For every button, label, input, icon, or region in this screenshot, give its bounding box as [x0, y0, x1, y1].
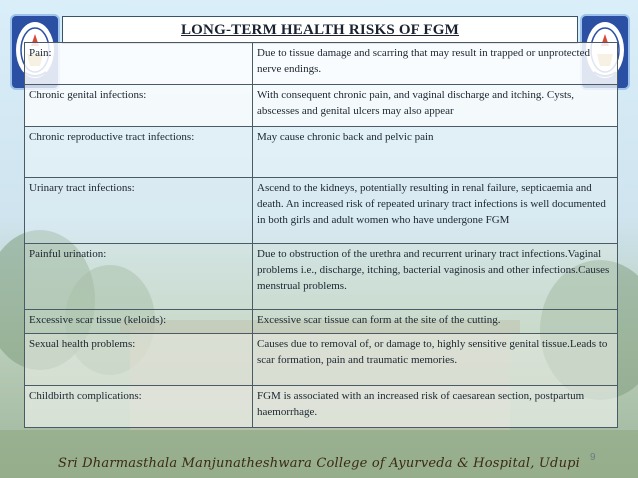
- description-cell: Due to obstruction of the urethra and recurrent urinary tract infections.Vaginal problems i.e., discharge, itching, bacterial vaginosis and other infections.Causes menstrual problems.: [253, 244, 618, 310]
- description-cell: Causes due to removal of, or damage to, highly sensitive genital tissue.Leads to scar formation, pain and traumatic memories.: [253, 334, 618, 386]
- description-cell: May cause chronic back and pelvic pain: [253, 127, 618, 178]
- condition-cell: Chronic genital infections:: [25, 85, 253, 127]
- table-row: [25, 43, 618, 85]
- page-number: 9: [590, 452, 596, 463]
- college-footer: Sri Dharmasthala Manjunatheshwara College of Ayurveda & Hospital, Udupi: [57, 456, 581, 471]
- table-row: [25, 127, 618, 178]
- condition-cell: Excessive scar tissue (keloids):: [25, 310, 253, 334]
- title-banner: [62, 16, 578, 44]
- table-row: [25, 244, 618, 310]
- slide-title: LONG-TERM HEALTH RISKS OF FGM: [180, 22, 460, 38]
- description-cell: FGM is associated with an increased risk of caesarean section, postpartum haemorrhage.: [253, 386, 618, 428]
- table-row: [25, 386, 618, 428]
- description-cell: With consequent chronic pain, and vaginal discharge and itching. Cysts, abscesses and genital ulcers may also appear: [253, 85, 618, 127]
- condition-cell: Painful urination:: [25, 244, 253, 310]
- description-cell: Due to tissue damage and scarring that may result in trapped or unprotected nerve endings.: [253, 43, 618, 85]
- condition-cell: Sexual health problems:: [25, 334, 253, 386]
- condition-cell: Urinary tract infections:: [25, 178, 253, 244]
- health-risks-table: [24, 42, 618, 428]
- table-row: [25, 178, 618, 244]
- description-cell: Excessive scar tissue can form at the site of the cutting.: [253, 310, 618, 334]
- table-row: [25, 85, 618, 127]
- description-cell: Ascend to the kidneys, potentially resulting in renal failure, septicaemia and death. An increased risk of repeated urinary tract infections is well documented in both girls and adult women who have undergone FGM: [253, 178, 618, 244]
- condition-cell: Pain:: [25, 43, 253, 85]
- condition-cell: Chronic reproductive tract infections:: [25, 127, 253, 178]
- table-row: [25, 310, 618, 334]
- condition-cell: Childbirth complications:: [25, 386, 253, 428]
- table-row: [25, 334, 618, 386]
